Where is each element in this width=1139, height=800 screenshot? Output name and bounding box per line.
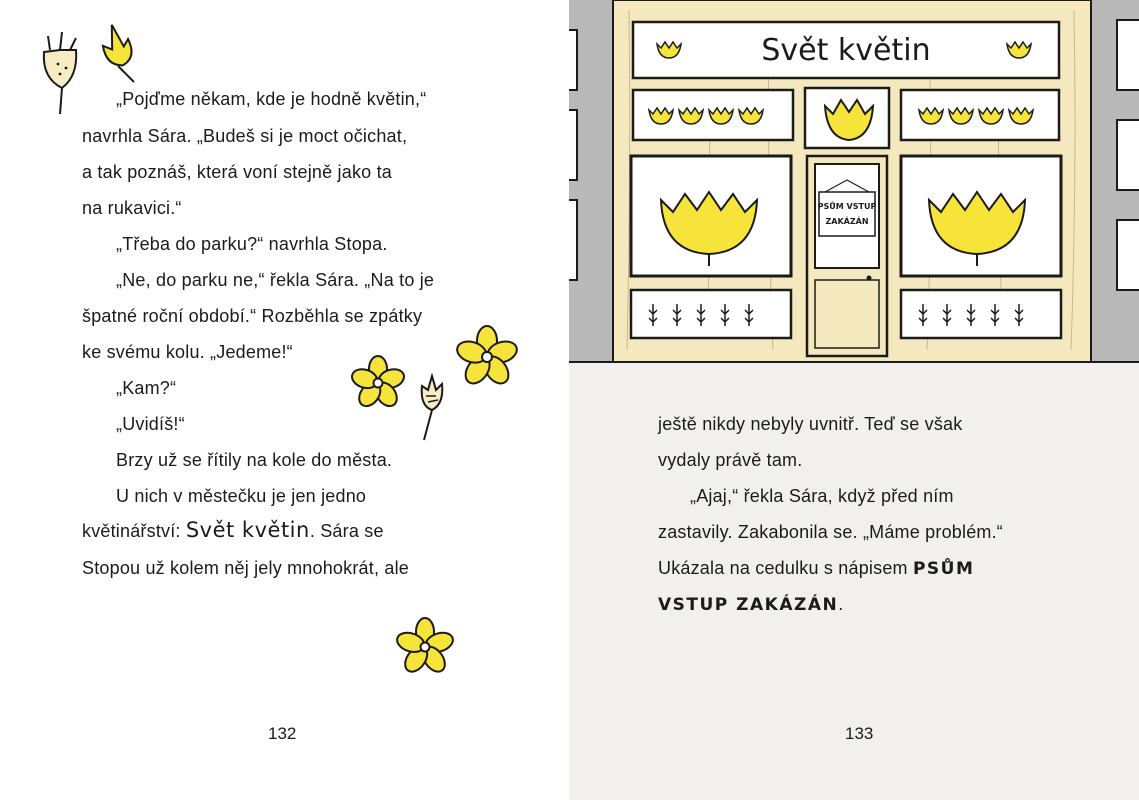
yellow-flower-icon xyxy=(347,352,409,414)
text-line: Stopou už kolem něj jely mnohokrát, ale xyxy=(82,558,409,578)
sign-text-bold: PSŮM xyxy=(912,559,975,579)
text-fragment: . xyxy=(838,594,844,614)
right-page xyxy=(569,0,1139,800)
text-line: U nich v městečku je jen jedno xyxy=(116,486,367,506)
text-line: navrhla Sára. „Budeš si je moct očichat, xyxy=(82,126,408,146)
text-line xyxy=(82,519,384,542)
text-line: ke svému kolu. „Jedeme!“ xyxy=(82,342,293,362)
text-line: vydaly právě tam. xyxy=(658,450,803,470)
text-line: „Kam?“ xyxy=(116,378,177,398)
flower-shop-illustration xyxy=(569,0,1139,380)
text-fragment: . Sára se xyxy=(309,521,384,541)
shop-sign-text: Svět květin xyxy=(761,33,931,68)
text-line: „Uvidíš!“ xyxy=(116,414,185,434)
text-fragment: květinářství: xyxy=(82,521,186,541)
yellow-flower-icon xyxy=(392,614,458,680)
page-number: 132 xyxy=(268,724,297,743)
text-line: na rukavici.“ xyxy=(82,198,182,218)
text-line: „Ne, do parku ne,“ řekla Sára. „Na to je xyxy=(116,270,435,290)
text-line: „Třeba do parku?“ navrhla Stopa. xyxy=(116,234,388,254)
text-line: „Ajaj,“ řekla Sára, když před ním xyxy=(690,486,954,506)
text-line: a tak poznáš, která voní stejně jako ta xyxy=(82,162,392,182)
yellow-tulip-doodle-icon xyxy=(96,18,142,84)
page-number: 133 xyxy=(845,724,874,743)
shop-name-inline: Svět květin xyxy=(185,518,310,542)
text-line: Brzy už se řítily na kole do města. xyxy=(116,450,393,470)
tulip-bud-doodle-icon xyxy=(38,28,86,116)
text-line xyxy=(658,557,974,580)
yellow-flower-icon xyxy=(452,322,522,392)
flower-bud-doodle-icon xyxy=(412,366,452,442)
text-line xyxy=(658,593,843,616)
text-line: zastavily. Zakabonila se. „Máme problém.“ xyxy=(658,522,1003,542)
text-line: ještě nikdy nebyly uvnitř. Teď se však xyxy=(658,414,963,434)
door-sign-text: PSŮM VSTUP xyxy=(817,202,877,211)
text-fragment: Ukázala na cedulku s nápisem xyxy=(658,558,913,578)
text-line: špatné roční období.“ Rozběhla se zpátky xyxy=(82,306,423,326)
text-line: „Pojďme někam, kde je hodně květin,“ xyxy=(116,89,427,109)
sign-text-bold: VSTUP ZAKÁZÁN xyxy=(658,595,839,615)
left-page xyxy=(0,0,569,800)
door-sign-text: ZAKÁZÁN xyxy=(825,217,869,226)
